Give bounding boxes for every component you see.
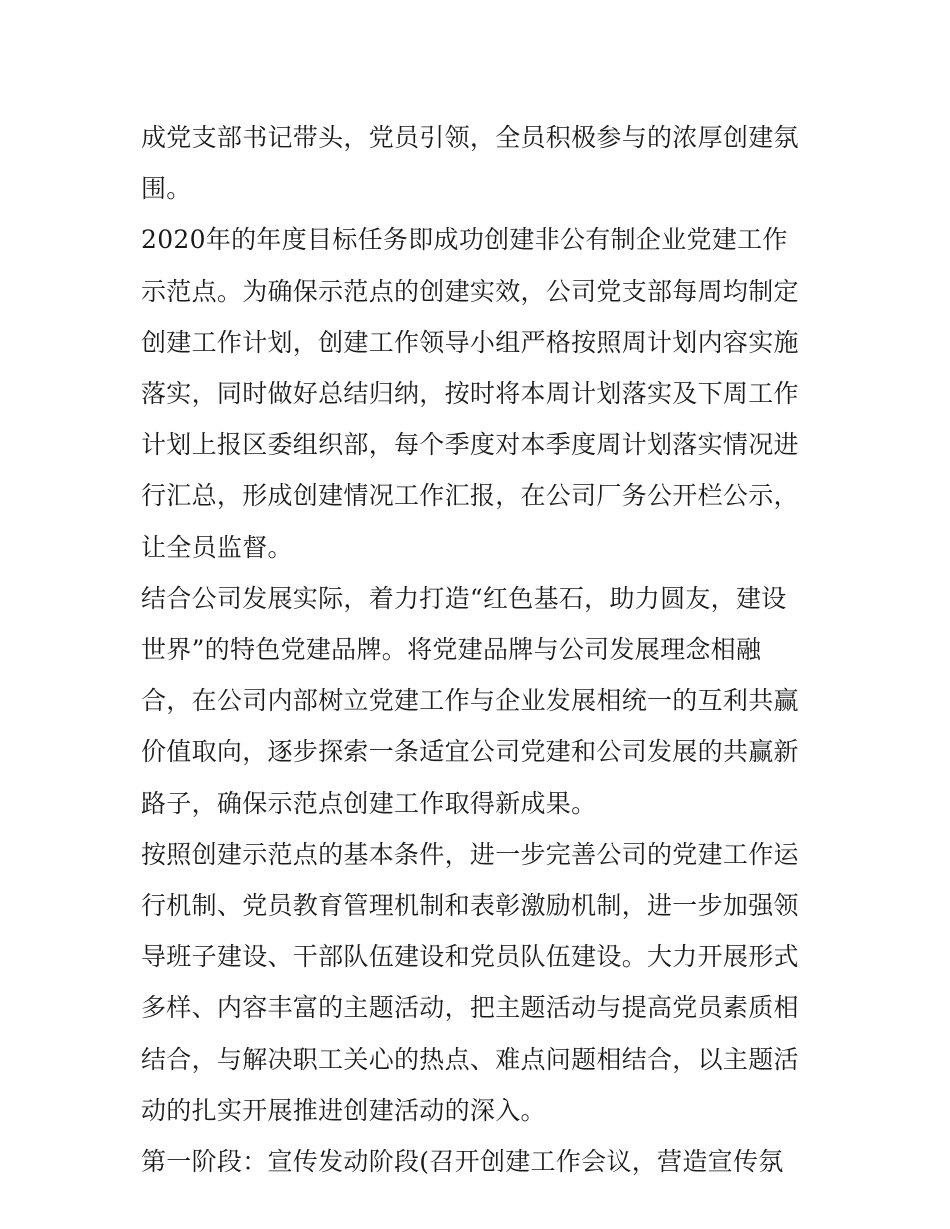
paragraph-1: 成党支部书记带头，党员引领，全员积极参与的浓厚创建氛围。	[141, 123, 799, 204]
paragraph-3: 结合公司发展实际，着力打造“红色基石，助力圆友，建设世界”的特色党建品牌。将党建品牌与公司发展理念相融合，在公司内部树立党建工作与企业发展相统一的互利共赢价值取向，逐步探索一条适宜公司党建和公司发展的共赢新路子，确保示范点创建工作取得新成果。	[141, 583, 799, 818]
paragraph-4: 按照创建示范点的基本条件，进一步完善公司的党建工作运行机制、党员教育管理机制和表彰激励机制，进一步加强领导班子建设、干部队伍建设和党员队伍建设。大力开展形式多样、内容丰富的主题活动，把主题活动与提高党员素质相结合，与解决职工关心的热点、难点问题相结合，以主题活动的扎实开展推进创建活动的深入。	[141, 839, 799, 1125]
paragraph-2: 2020年的年度目标任务即成功创建非公有制企业党建工作示范点。为确保示范点的创建实效，公司党支部每周均制定创建工作计划，创建工作领导小组严格按照周计划内容实施落实，同时做好总结归纳，按时将本周计划落实及下周工作计划上报区委组织部，每个季度对本季度周计划落实情况进行汇总，形成创建情况工作汇报，在公司厂务公开栏公示，让全员监督。	[141, 225, 799, 562]
document-body	[141, 112, 811, 1187]
paragraph-5: 第一阶段：宣传发动阶段(召开创建工作会议，营造宣传氛	[141, 1147, 784, 1177]
